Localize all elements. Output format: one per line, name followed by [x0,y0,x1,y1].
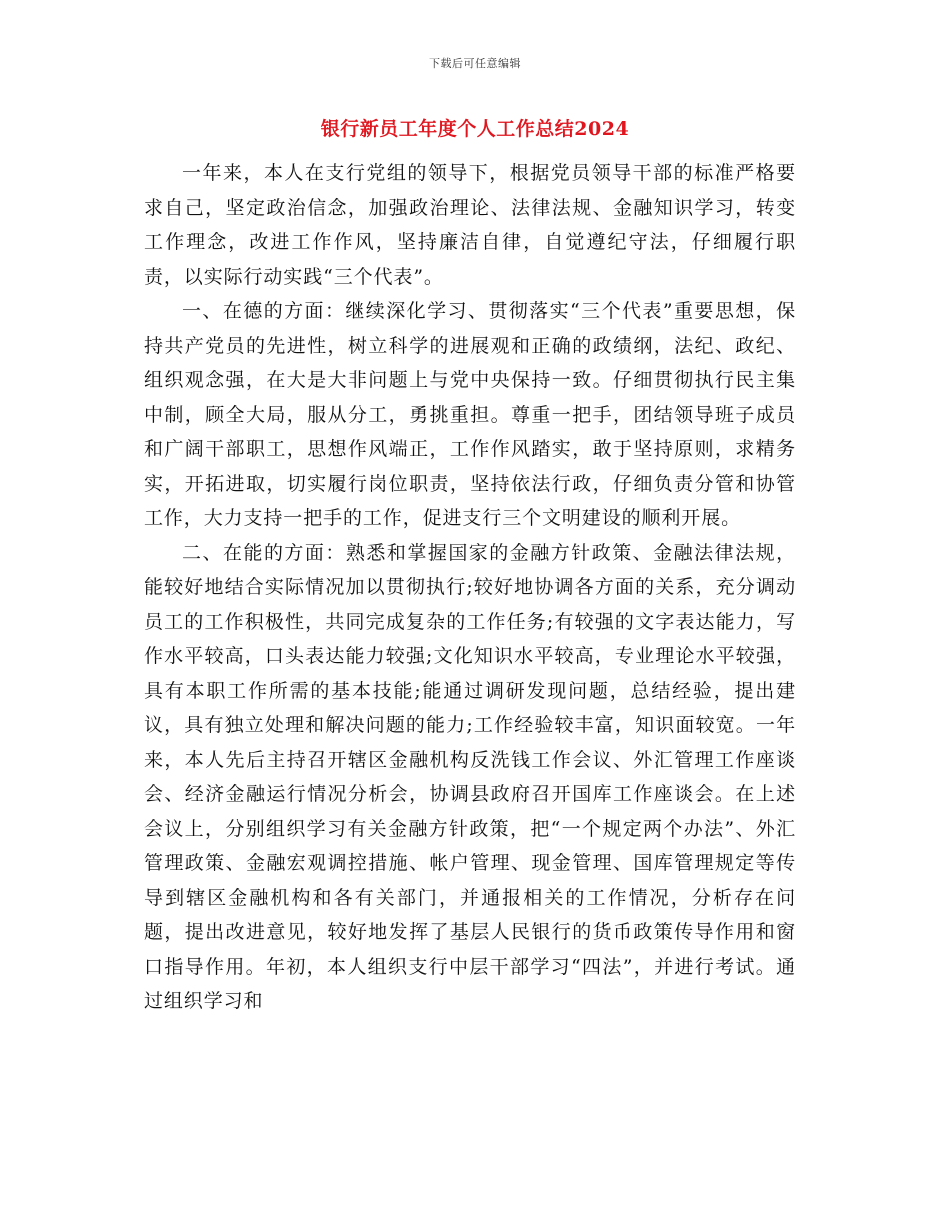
document-title: 银行新员工年度个人工作总结2024 [320,118,630,140]
document-body [144,156,796,1019]
header-note: 下载后可任意编辑 [429,57,521,70]
paragraph-ability: 二、在能的方面：熟悉和掌握国家的金融方针政策、金融法律法规，能较好地结合实际情况加以贯彻执行;较好地协调各方面的关系，充分调动员工的工作积极性，共同完成复杂的工作任务;有较强的文字表达能力，写作水平较高，口头表达能力较强;文化知识水平较高，专业理论水平较强，具有本职工作所需的基本技能;能通过调研发现问题，总结经验，提出建议，具有独立处理和解决问题的能力;工作经验较丰富，知识面较宽。一年来，本人先后主持召开辖区金融机构反洗钱工作会议、外汇管理工作座谈会、经济金融运行情况分析会，协调县政府召开国库工作座谈会。在上述会议上，分别组织学习有关金融方针政策，把“一个规定两个办法”、外汇管理政策、金融宏观调控措施、帐户管理、现金管理、国库管理规定等传导到辖区金融机构和各有关部门，并通报相关的工作情况，分析存在问题，提出改进意见，较好地发挥了基层人民银行的货币政策传导作用和窗口指导作用。年初，本人组织支行中层干部学习“四法”，并进行考试。通过组织学习和 [144,541,796,1012]
paragraph-intro: 一年来，本人在支行党组的领导下，根据党员领导干部的标准严格要求自己，坚定政治信念，加强政治理论、法律法规、金融知识学习，转变工作理念，改进工作作风，坚持廉洁自律，自觉遵纪守法，仔细履行职责，以实际行动实践“三个代表”。 [144,162,796,288]
paragraph-morality: 一、在德的方面：继续深化学习、贯彻落实“三个代表”重要思想，保持共产党员的先进性，树立科学的进展观和正确的政绩纲，法纪、政纪、组织观念强，在大是大非问题上与党中央保持一致。仔细贯彻执行民主集中制，顾全大局，服从分工，勇挑重担。尊重一把手，团结领导班子成员和广阔干部职工，思想作风端正，工作作风踏实，敢于坚持原则，求精务实，开拓进取，切实履行岗位职责，坚持依法行政，仔细负责分管和协管工作，大力支持一把手的工作，促进支行三个文明建设的顺利开展。 [144,300,796,529]
